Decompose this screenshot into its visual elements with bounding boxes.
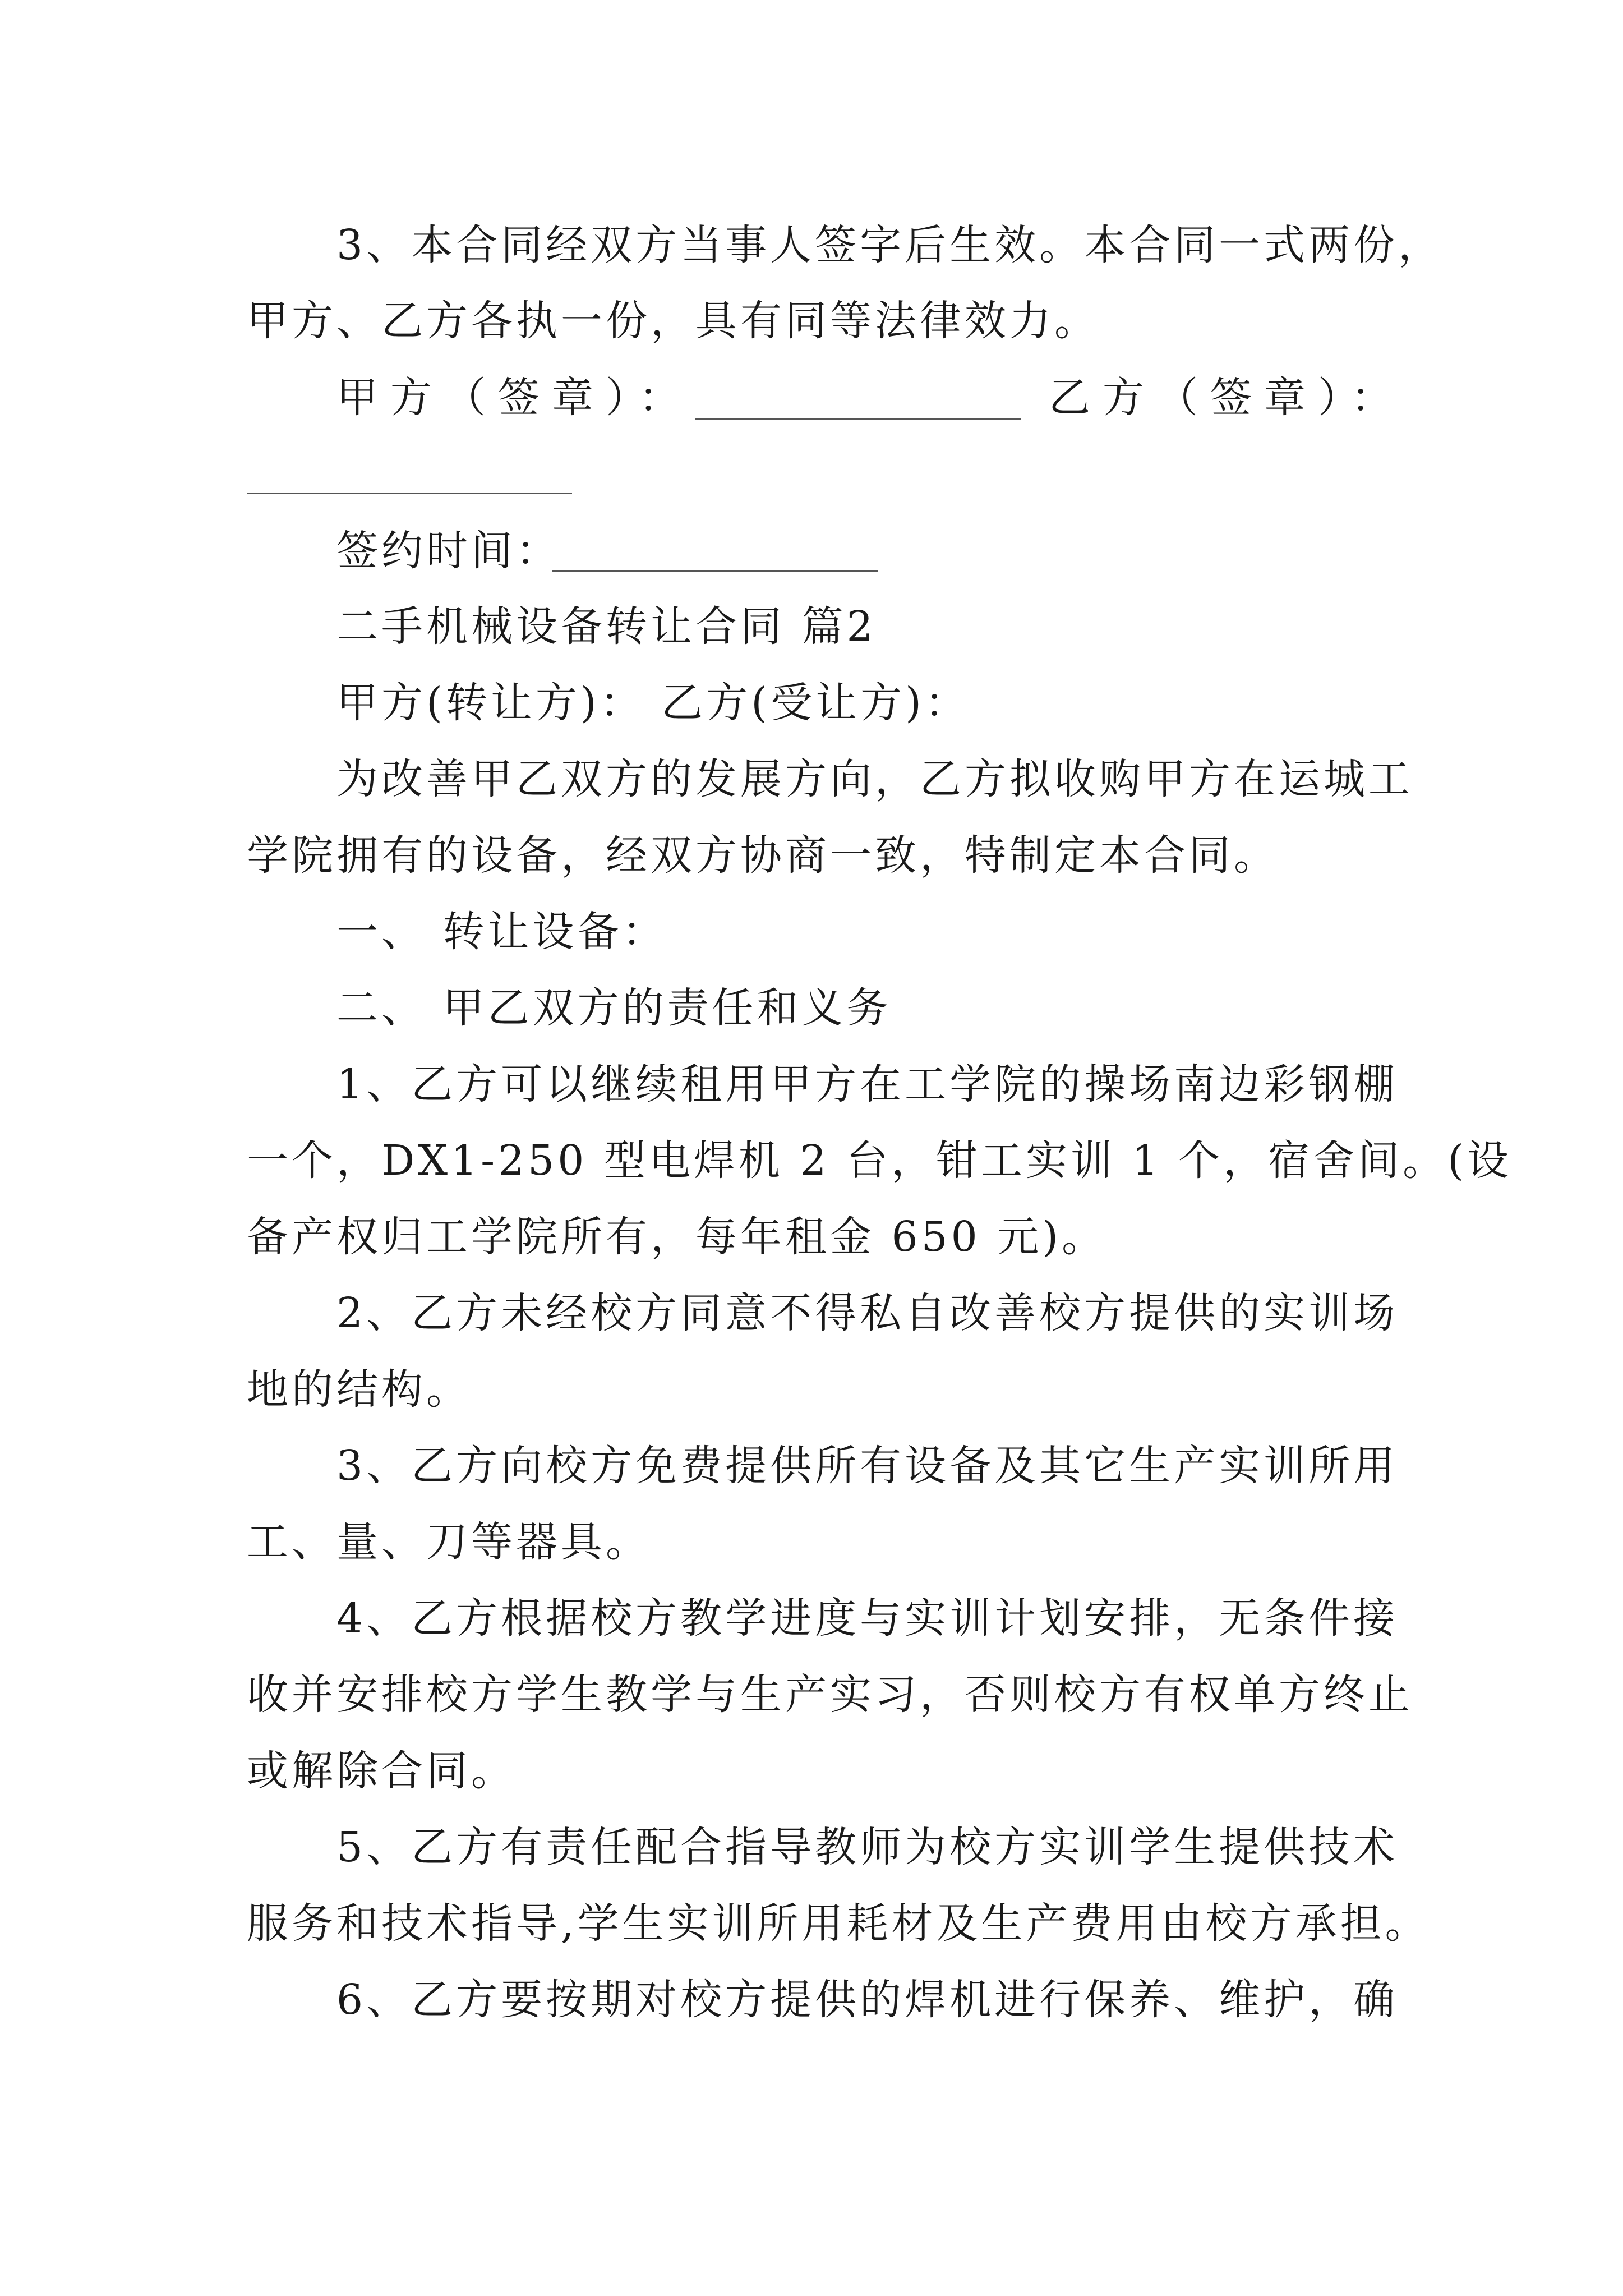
paragraph-line: 1、乙方可以继续租用甲方在工学院的操场南边彩钢棚 [336, 1060, 1399, 1108]
party-a-signature-label: 甲方（签章）： [336, 374, 693, 422]
paragraph-line: 服务和技术指导,学生实训所用耗材及生产费用由校方承担。 [247, 1899, 1430, 1948]
clause-heading: 二、 甲乙双方的责任和义务 [336, 984, 892, 1032]
paragraph-line: 3、本合同经双方当事人签字后生效。本合同一式两份， [336, 221, 1444, 269]
paragraph-line: 4、乙方根据校方教学进度与实训计划安排，无条件接 [336, 1594, 1399, 1642]
paragraph-line: 备产权归工学院所有，每年租金 650 元)。 [247, 1213, 1107, 1261]
signing-date-label: 签约时间： [336, 527, 561, 575]
party-b-signature-blank [247, 493, 572, 494]
paragraph-line: 地的结构。 [247, 1365, 471, 1414]
paragraph-line: 6、乙方要按期对校方提供的焊机进行保养、维护，确 [336, 1976, 1399, 2024]
section-heading: 二手机械设备转让合同 篇2 [336, 602, 877, 651]
paragraph-line: 或解除合同。 [247, 1747, 516, 1795]
parties-line: 甲方(转让方)： 乙方(受让方)： [336, 679, 970, 727]
signing-date-blank [552, 570, 878, 572]
paragraph-line: 学院拥有的设备，经双方协商一致，特制定本合同。 [247, 831, 1279, 880]
party-b-signature-label: 乙方（签章）： [1049, 374, 1405, 422]
paragraph-line: 收并安排校方学生教学与生产实习，否则校方有权单方终止 [247, 1671, 1413, 1719]
paragraph-line: 2、乙方未经校方同意不得私自改善校方提供的实训场 [336, 1289, 1399, 1337]
paragraph-line: 一个，DX1-250 型电焊机 2 台，钳工实训 1 个，宿舍间。(设 [247, 1137, 1512, 1185]
paragraph-line: 3、乙方向校方免费提供所有设备及其它生产实训所用 [336, 1442, 1399, 1490]
paragraph-line: 工、量、刀等器具。 [247, 1518, 651, 1566]
paragraph-line: 甲方、乙方各执一份，具有同等法律效力。 [247, 297, 1099, 345]
clause-heading: 一、 转让设备： [336, 908, 667, 956]
paragraph-line: 为改善甲乙双方的发展方向，乙方拟收购甲方在运城工 [336, 755, 1413, 803]
paragraph-line: 5、乙方有责任配合指导教师为校方实训学生提供技术 [336, 1823, 1399, 1871]
party-a-signature-blank [695, 418, 1021, 420]
